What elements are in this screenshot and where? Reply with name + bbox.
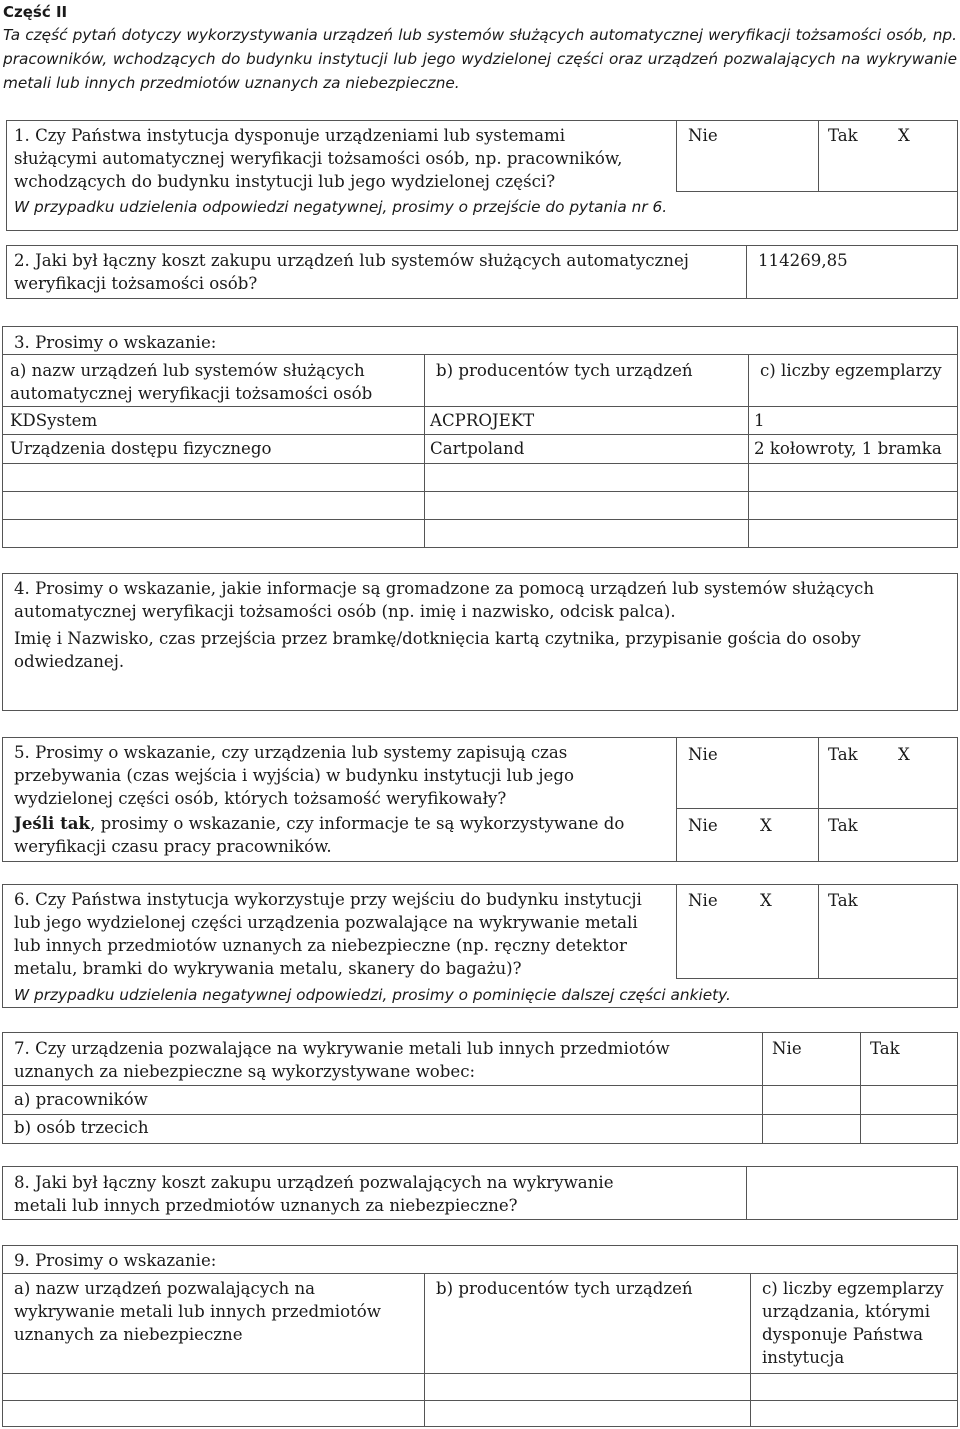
question-4-text-line-2: automatycznej weryfikacji tożsamości osób (np. imię i nazwisko, odcisk palca). (14, 602, 676, 621)
question-4-answer-line-1[interactable]: Imię i Nazwisko, czas przejścia przez bramkę/dotknięcia kartą czytnika, przypisanie gościa do osoby (14, 629, 861, 648)
question-3-column-divider (748, 354, 749, 548)
question-7-option-a-no-cell[interactable] (763, 1086, 859, 1113)
question-9-col-b-header: b) producentów tych urządzeń (436, 1279, 693, 1298)
question-5-subquestion-line-2: weryfikacji czasu pracy pracowników. (14, 837, 332, 856)
question-6-text-line-2: lub jego wydzielonej części urządzenia pozwalające na wykrywanie metali (14, 913, 638, 932)
question-9-title-divider (2, 1273, 958, 1274)
question-3-row-divider (2, 434, 958, 435)
question-9-column-divider (750, 1273, 751, 1427)
question-5b-yes-label: Tak (828, 816, 858, 835)
question-5b-no-label: Nie (688, 816, 718, 835)
question-7-option-a-yes-cell[interactable] (861, 1086, 957, 1113)
question-1-answer-grid (676, 120, 958, 192)
question-3-header-divider (2, 406, 958, 407)
question-3-title: 3. Prosimy o wskazanie: (14, 333, 217, 352)
question-3-row-1-device[interactable]: KDSystem (10, 411, 98, 430)
question-1-yes-mark[interactable]: X (898, 126, 910, 145)
question-3-row-divider (2, 463, 958, 464)
question-9-col-c-header-line-1: c) liczby egzemplarzy (762, 1279, 944, 1298)
question-6-text-line-1: 6. Czy Państwa instytucja wykorzystuje przy wejściu do budynku instytucji (14, 890, 642, 909)
question-9-col-a-header-line-3: uznanych za niebezpieczne (14, 1325, 243, 1344)
question-5-subquestion-rest: , prosimy o wskazanie, czy informacje te są wykorzystywane do (90, 814, 625, 833)
question-9-col-c-header-line-2: urządzania, którymi (762, 1302, 931, 1321)
question-6-text-line-4: metalu, bramki do wykrywania metalu, skanery do bagażu)? (14, 959, 522, 978)
part-intro: Ta część pytań dotyczy wykorzystywania urządzeń lub systemów służących automatycznej weryfikacji tożsamości osób, np. pracowników, wchodzących do budynku instytucji lub jego wydzielonej części oraz urządzeń pozwalających na wykrywanie metali lub innych przedmiotów uznanych za niebezpieczne. (3, 26, 957, 92)
question-9-header-divider (2, 1373, 958, 1374)
question-5-subquestion-line-1 (14, 812, 624, 835)
part-heading: Część II (3, 3, 68, 21)
question-8-answer-cell[interactable] (747, 1167, 957, 1219)
question-3-row-1-producer[interactable]: ACPROJEKT (430, 411, 535, 430)
question-5a-yes-label: Tak (828, 745, 858, 764)
question-3-row-divider (2, 491, 958, 492)
question-3-column-divider (424, 354, 425, 548)
question-5-divider (818, 737, 819, 862)
question-6-answer-grid (676, 884, 958, 979)
question-3-row-2-device[interactable]: Urządzenia dostępu fizycznego (10, 439, 272, 458)
question-4-text-line-1: 4. Prosimy o wskazanie, jakie informacje są gromadzone za pomocą urządzeń lub systemów służących (14, 579, 875, 598)
question-1-yes-label: Tak (828, 126, 858, 145)
question-3-title-divider (2, 354, 958, 355)
question-3-col-b-header: b) producentów tych urządzeń (436, 361, 693, 380)
question-9-col-c-header-line-3: dysponuje Państwa (762, 1325, 924, 1344)
question-3-row-2-count[interactable]: 2 kołowroty, 1 bramka (754, 439, 942, 458)
question-2-divider (746, 245, 747, 299)
question-5-answer-divider (676, 808, 958, 809)
question-1-note: W przypadku udzielenia odpowiedzi negatywnej, prosimy o przejście do pytania nr 6. (14, 198, 668, 216)
question-1-text-line-1: 1. Czy Państwa instytucja dysponuje urządzeniami lub systemami (14, 126, 566, 145)
question-1-text-line-3: wchodzących do budynku instytucji lub jego wydzielonej części? (14, 172, 556, 191)
question-9-col-a-header-line-1: a) nazw urządzeń pozwalających na (14, 1279, 316, 1298)
question-7-option-b-no-cell[interactable] (763, 1115, 859, 1143)
question-6-no-label: Nie (688, 891, 718, 910)
question-1-no-label: Nie (688, 126, 718, 145)
question-9-col-a-header-line-2: wykrywanie metali lub innych przedmiotów (14, 1302, 381, 1321)
question-7-text-line-2: uznanych za niebezpieczne są wykorzystywane wobec: (14, 1062, 476, 1081)
question-5a-no-label: Nie (688, 745, 718, 764)
question-6-note: W przypadku udzielenia negatywnej odpowiedzi, prosimy o pominięcie dalszej części ankiety. (14, 986, 731, 1004)
question-2-answer[interactable]: 114269,85 (758, 251, 848, 270)
question-3-row-2-producer[interactable]: Cartpoland (430, 439, 525, 458)
question-7-option-b: b) osób trzecich (14, 1118, 149, 1137)
question-9-col-c-header-line-4: instytucja (762, 1348, 845, 1367)
question-7-no-label: Nie (772, 1039, 802, 1058)
question-5b-no-mark[interactable]: X (760, 816, 772, 835)
question-3-row-1-count[interactable]: 1 (754, 411, 765, 430)
question-6-text-line-3: lub innych przedmiotów uznanych za niebezpieczne (np. ręczny detektor (14, 936, 627, 955)
question-7-option-b-yes-cell[interactable] (861, 1115, 957, 1143)
question-3-col-c-header: c) liczby egzemplarzy (760, 361, 942, 380)
question-7-text-line-1: 7. Czy urządzenia pozwalające na wykrywanie metali lub innych przedmiotów (14, 1039, 670, 1058)
question-1-text-line-2: służącymi automatycznej weryfikacji tożsamości osób, np. pracowników, (14, 149, 623, 168)
question-6-yes-label: Tak (828, 891, 858, 910)
question-5-answer-grid (676, 737, 958, 862)
question-3-row-divider (2, 519, 958, 520)
question-2-text-line-2: weryfikacji tożsamości osób? (14, 274, 258, 293)
question-3-col-a-header-line-1: a) nazw urządzeń lub systemów służących (10, 361, 365, 380)
question-7-option-a: a) pracowników (14, 1090, 148, 1109)
question-3-col-a-header-line-2: automatycznej weryfikacji tożsamości osób (10, 384, 373, 403)
question-1-divider (818, 120, 819, 192)
question-5-text-line-3: wydzielonej części osób, których tożsamość weryfikowały? (14, 789, 507, 808)
question-4-answer-line-2[interactable]: odwiedzanej. (14, 652, 125, 671)
question-6-divider (818, 884, 819, 979)
question-9-row-divider (2, 1400, 958, 1401)
question-8-text-line-1: 8. Jaki był łączny koszt zakupu urządzeń pozwalających na wykrywanie (14, 1173, 614, 1192)
question-6-no-mark[interactable]: X (760, 891, 772, 910)
question-2-text-line-1: 2. Jaki był łączny koszt zakupu urządzeń lub systemów służących automatycznej (14, 251, 689, 270)
question-5-text-line-2: przebywania (czas wejścia i wyjścia) w budynku instytucji lub jego (14, 766, 574, 785)
question-8-text-line-2: metali lub innych przedmiotów uznanych za niebezpieczne? (14, 1196, 518, 1215)
question-5-text-line-1: 5. Prosimy o wskazanie, czy urządzenia lub systemy zapisują czas (14, 743, 568, 762)
question-9-title: 9. Prosimy o wskazanie: (14, 1251, 217, 1270)
question-5-if-yes: Jeśli tak (14, 813, 91, 833)
question-9-column-divider (424, 1273, 425, 1427)
question-7-yes-label: Tak (870, 1039, 900, 1058)
question-5a-yes-mark[interactable]: X (898, 745, 910, 764)
